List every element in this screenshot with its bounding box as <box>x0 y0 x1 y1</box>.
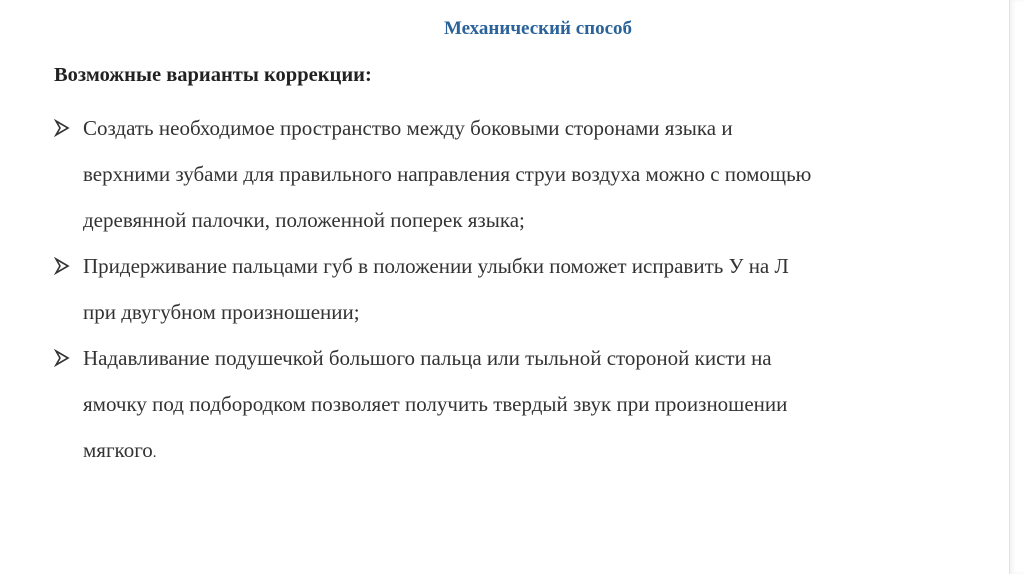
bullet-item <box>54 243 999 335</box>
arrow-bullet-icon <box>54 119 71 137</box>
bullet-text-line: Создать необходимое пространство между боковыми сторонами языка и <box>83 116 733 140</box>
bullet-text-line: Придерживание пальцами губ в положении улыбки поможет исправить У на Л <box>83 254 789 278</box>
arrow-bullet-icon <box>54 257 71 275</box>
arrow-bullet-icon <box>54 349 71 367</box>
final-period: . <box>152 445 157 461</box>
bullet-text-line <box>83 427 999 473</box>
bullet-list <box>54 105 999 473</box>
bullet-text-fragment: мягкого <box>83 438 153 462</box>
slide-title: Механический способ <box>443 18 633 39</box>
slide-subtitle: Возможные варианты коррекции: <box>54 64 372 86</box>
bullet-item <box>54 105 999 243</box>
bullet-item <box>54 335 999 473</box>
bullet-text-line: при двугубном произношении; <box>83 300 360 324</box>
slide-edge <box>1009 0 1024 574</box>
bullet-text-line: ямочку под подбородком позволяет получить твердый звук при произношении <box>83 392 788 416</box>
bullet-text-line: Надавливание подушечкой большого пальца или тыльной стороной кисти на <box>83 346 772 370</box>
bullet-text-line: деревянной палочки, положенной поперек языка; <box>83 208 525 232</box>
bullet-text-line: верхними зубами для правильного направления струи воздуха можно с помощью <box>83 162 812 186</box>
